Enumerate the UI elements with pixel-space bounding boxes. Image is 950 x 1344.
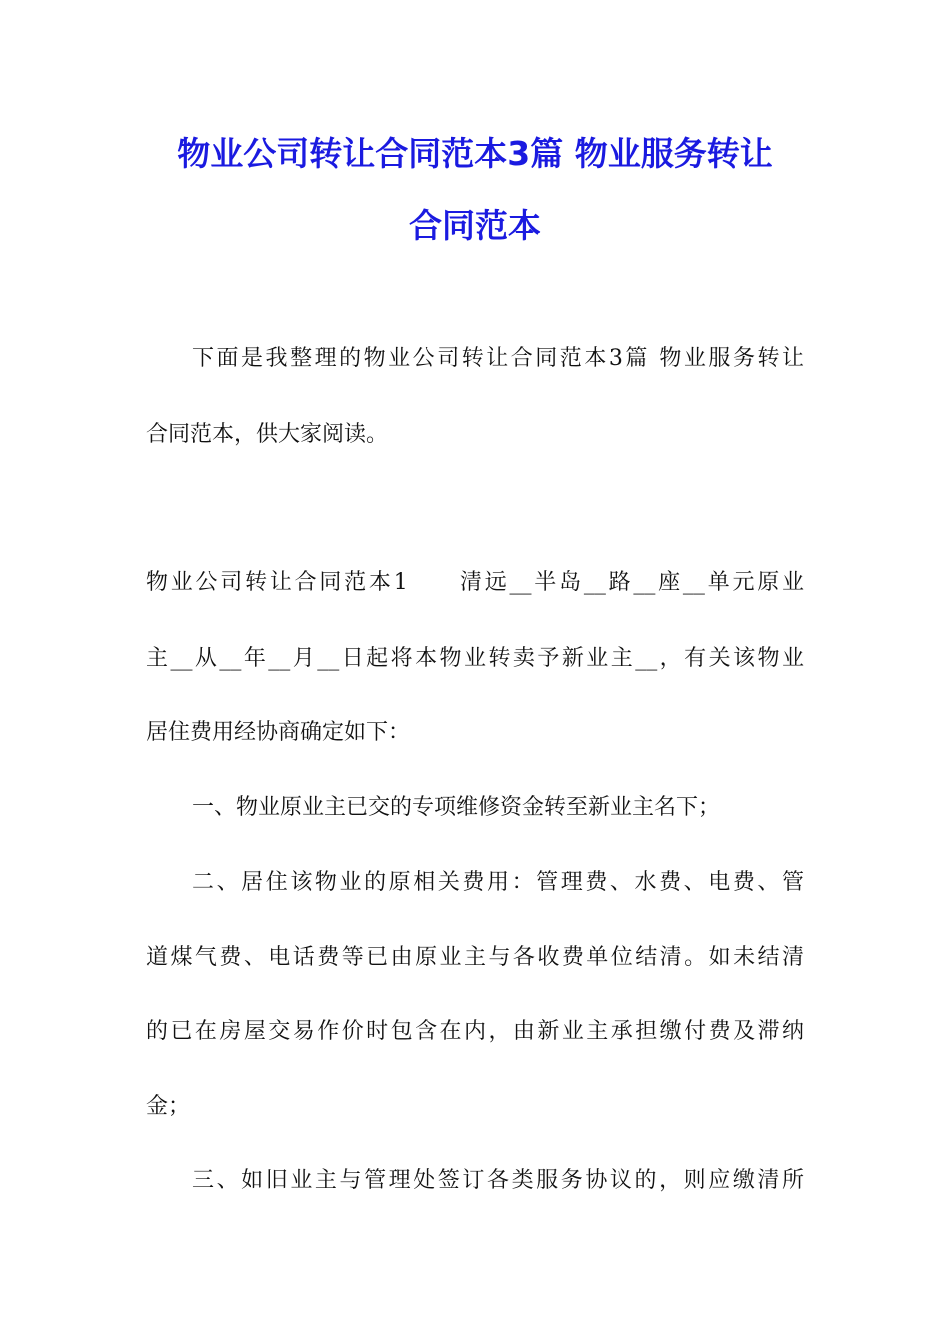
- intro-paragraph-line-2: 合同范本，供大家阅读。: [146, 422, 389, 447]
- clause2-line-2: 道煤气费、电话费等已由原业主与各收费单位结清。如未结清: [146, 945, 804, 970]
- clause3-line-1: 三、如旧业主与管理处签订各类服务协议的，则应缴清所: [192, 1168, 804, 1193]
- clause1-line-1: 一、物业原业主已交的专项维修资金转至新业主名下；: [192, 795, 721, 820]
- section1-line-1: 物业公司转让合同范本1 清远__半岛__路__座__单元原业: [146, 570, 804, 595]
- document-title-line-2: 合同范本: [409, 206, 541, 245]
- section1-line-2: 主__从__年__月__日起将本物业转卖予新业主__，有关该物业: [146, 646, 804, 671]
- clause2-line-4: 金；: [146, 1094, 191, 1119]
- clause2-line-1: 二、居住该物业的原相关费用：管理费、水费、电费、管: [192, 870, 804, 895]
- document-title-line-1: 物业公司转让合同范本3篇 物业服务转让: [177, 134, 773, 173]
- intro-paragraph-line-1: 下面是我整理的物业公司转让合同范本3篇 物业服务转让: [192, 346, 804, 371]
- clause2-line-3: 的已在房屋交易作价时包含在内，由新业主承担缴付费及滞纳: [146, 1019, 804, 1044]
- section1-line-3: 居住费用经协商确定如下：: [146, 720, 411, 745]
